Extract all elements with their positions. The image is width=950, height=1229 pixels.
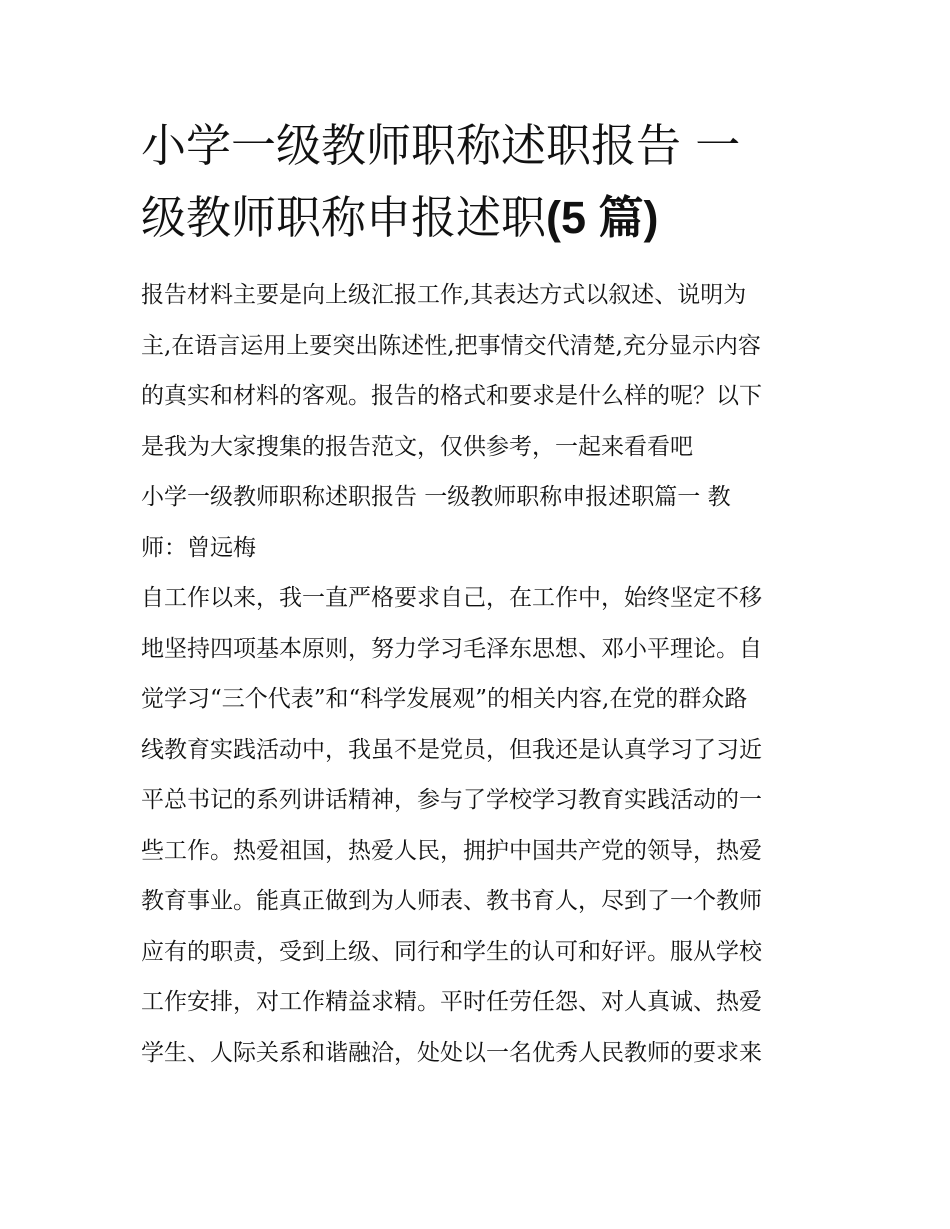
title-line-2: 级教师职称申报述职 (141, 191, 547, 244)
intro-line: 报告材料主要是向上级汇报工作,其表达方式以叙述、说明为 (141, 282, 747, 308)
body-line: 觉学习“三个代表”和“科学发展观”的相关内容,在党的群众路 (141, 686, 748, 712)
intro-line: 是我为大家搜集的报告范文，仅供参考，一起来看看吧 (141, 433, 693, 460)
intro-line: 主,在语言运用上要突出陈述性,把事情交代清楚,充分显示内容 (141, 332, 761, 359)
document-title (141, 110, 817, 254)
body-line: 些工作。热爱祖国，热爱人民，拥护中国共产党的领导，热爱 (141, 837, 762, 864)
body-line: 学生、人际关系和谐融洽，处处以一名优秀人民教师的要求来 (141, 1039, 762, 1066)
body-paragraph (141, 573, 817, 1078)
title-line-2-suffix: (5 篇) (546, 192, 659, 243)
intro-paragraph (141, 270, 817, 472)
body-line: 自工作以来，我一直严格要求自己，在工作中，始终坚定不移 (141, 585, 762, 611)
body-line: 工作安排，对工作精益求精。平时任劳任怨、对人真诚、热爱 (141, 989, 762, 1015)
document-content (141, 110, 817, 1078)
section-heading-line: 师：曾远梅 (141, 534, 256, 561)
intro-line: 的真实和材料的客观。报告的格式和要求是什么样的呢？以下 (141, 383, 762, 409)
section-heading (141, 472, 817, 573)
body-line: 地坚持四项基本原则，努力学习毛泽东思想、邓小平理论。自 (141, 635, 762, 662)
body-line: 教育事业。能真正做到为人师表、教书育人，尽到了一个教师 (141, 888, 762, 914)
body-line: 应有的职责，受到上级、同行和学生的认可和好评。服从学校 (141, 938, 762, 965)
body-line: 线教育实践活动中，我虽不是党员，但我还是认真学习了习近 (141, 736, 762, 763)
section-heading-line: 小学一级教师职称述职报告 一级教师职称申报述职篇一 教 (141, 484, 731, 510)
body-line: 平总书记的系列讲话精神，参与了学校学习教育实践活动的一 (141, 787, 762, 813)
title-line-1: 小学一级教师职称述职报告 一 (141, 119, 741, 172)
